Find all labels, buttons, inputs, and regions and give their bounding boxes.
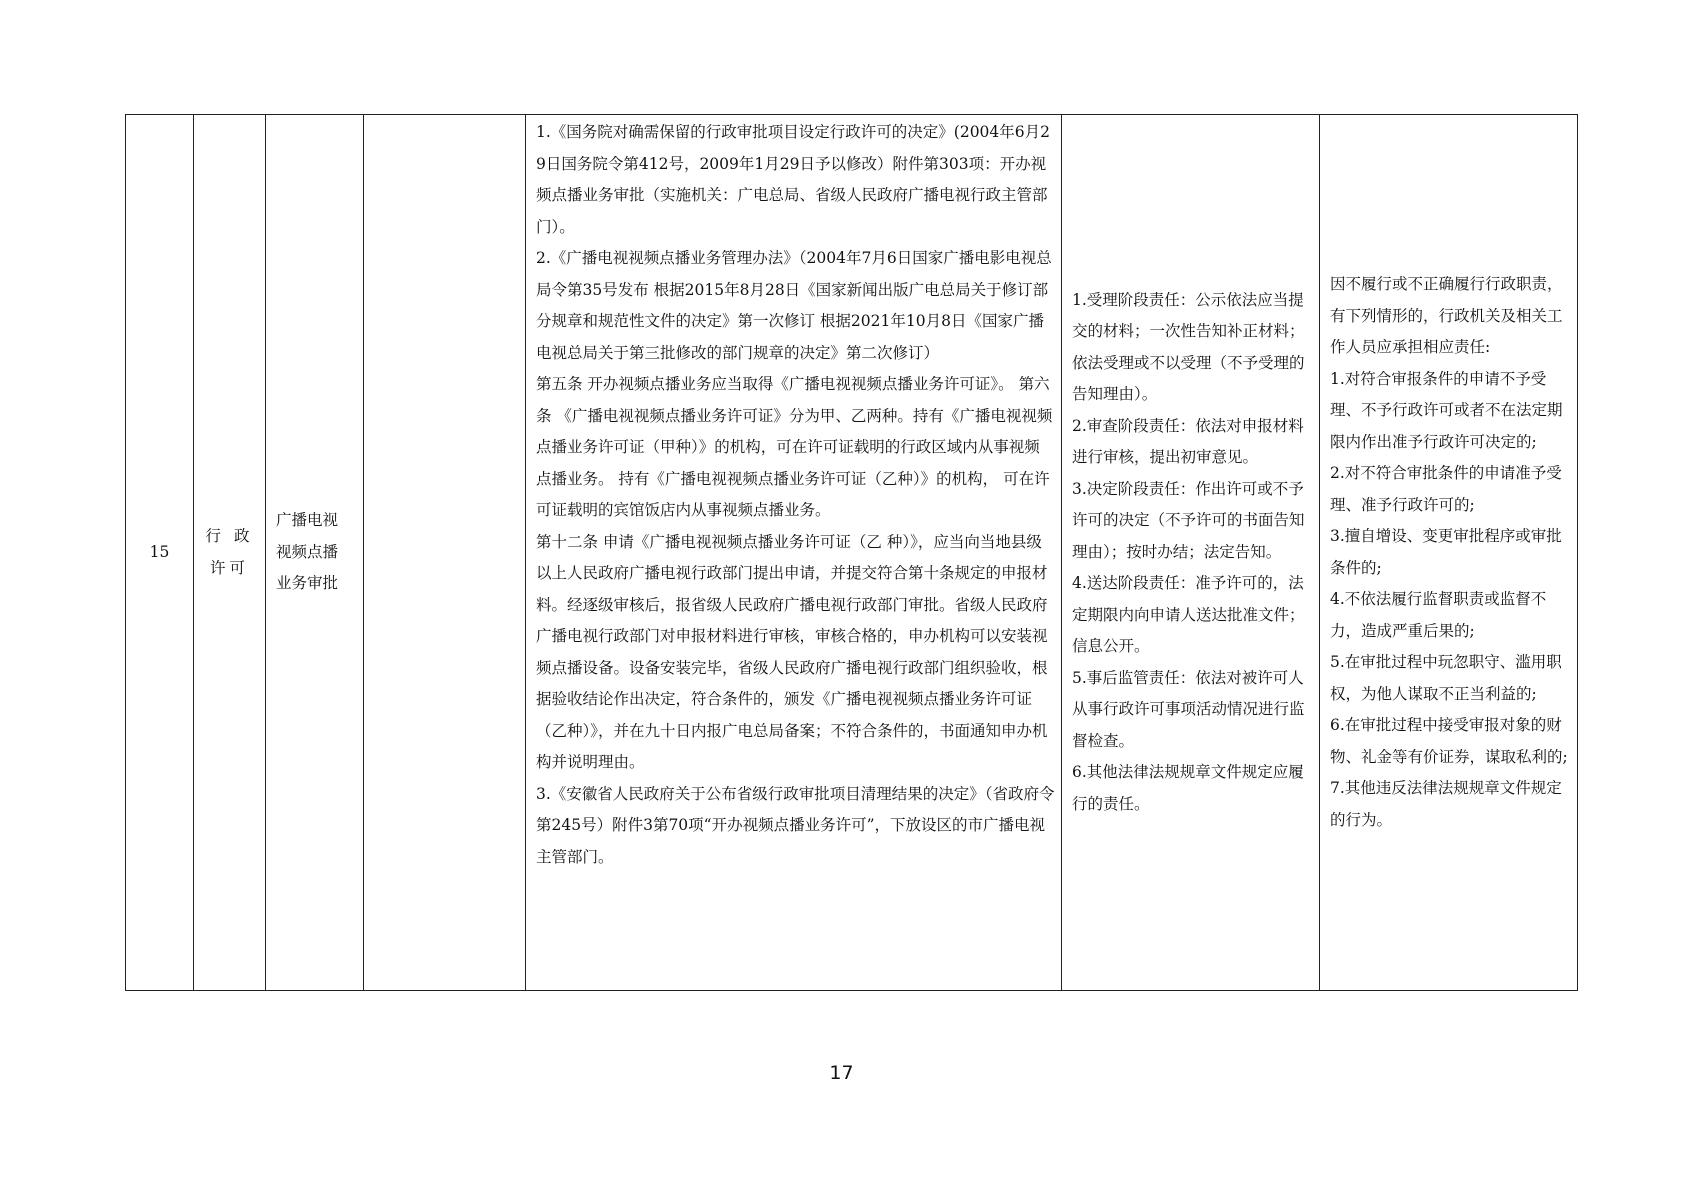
legal-basis-paragraph: 第五条 开办视频点播业务应当取得《广播电视视频点播业务许可证》。 第六条 《广播电视视频点播业务许可证》分为甲、乙两种。持有《广播电视视频点播业务许可证（甲种）》的机构，可在许可证载明的行政区域内从事视频点播业务。 持有《广播电视视频点播业务许可证（乙种）》的机构， 可在许可证载明的宾馆饭店内从事视频点播业务。: [536, 375, 1053, 519]
accountability-item: 因不履行或不正确履行行政职责，有下列情形的，行政机关及相关工作人员应承担相应责任:: [1330, 275, 1563, 356]
legal-basis-paragraph: 1.《国务院对确需保留的行政审批项目设定行政许可的决定》(2004年6月29日国务院令第412号，2009年1月29日予以修改）附件第303项：开办视频点播业务审批（实施机关：广电总局、省级人民政府广播电视行政主管部门）。: [536, 123, 1051, 236]
responsibility-item: 3.决定阶段责任：作出许可或不予许可的决定（不予许可的书面告知理由）；按时办结；法定告知。: [1072, 479, 1305, 561]
item-name-cell: [266, 115, 364, 991]
sub-item-cell: [364, 115, 526, 991]
responsibility-item: 4.送达阶段责任：准予许可的，法定期限内向申请人送达批准文件；信息公开。: [1072, 574, 1305, 656]
item-name-line-2: 视频点播: [276, 542, 339, 561]
responsibility-item: 6.其他法律法规规章文件规定应履行的责任。: [1072, 763, 1304, 813]
accountability-item: 1.对符合审报条件的申请不予受理、不予行政许可或者不在法定期限内作出准予行政许可决定的;: [1330, 369, 1563, 451]
power-list-table: [125, 114, 1578, 991]
accountability-item: 6.在审批过程中接受审报对象的财物、礼金等有价证券，谋取私利的;: [1330, 716, 1568, 766]
accountability-item: 3.擅自增设、变更审批程序或审批条件的;: [1330, 527, 1562, 577]
item-number: 15: [149, 542, 170, 561]
legal-basis-cell: [526, 115, 1062, 991]
accountability-item: 7.其他违反法律法规规章文件规定的行为。: [1330, 779, 1562, 829]
item-name-line-1: 广播电视: [276, 511, 339, 530]
responsibility-item: 5.事后监管责任：依法对被许可人从事行政许可事项活动情况进行监督检查。: [1072, 668, 1305, 750]
item-name-line-3: 业务审批: [276, 574, 339, 593]
responsibility-item: 1.受理阶段责任：公示依法应当提交的材料；一次性告知补正材料；依法受理或不以受理（不予受理的告知理由）。: [1072, 290, 1305, 404]
responsibility-item: 2.审查阶段责任：依法对申报材料进行审核，提出初审意见。: [1072, 416, 1304, 467]
accountability-cell: [1320, 115, 1578, 991]
item-type-line-1: 行 政: [205, 527, 254, 545]
item-number-cell: [126, 115, 194, 991]
legal-basis-paragraph: 第十二条 申请《广播电视视频点播业务许可证（乙 种）》，应当向当地县级以上人民政府广播电视行政部门提出申请，并提交符合第十条规定的申报材料。经逐级审核后，报省级人民政府广播电视行政部门审批。省级人民政府广播电视行政部门对申报材料进行审核，审核合格的，申办机构可以安装视频点播设备。设备安装完毕，省级人民政府广播电视行政部门组织验收，根据验收结论作出决定，符合条件的，颁发《广播电视视频点播业务许可证（乙种）》，并在九十日内报广电总局备案；不符合条件的，书面通知申办机构并说明理由。: [536, 532, 1048, 771]
item-type-line-2: 许可: [209, 558, 249, 577]
legal-basis-paragraph: 2.《广播电视视频点播业务管理办法》（2004年7月6日国家广播电影电视总局令第35号发布 根据2015年8月28日《国家新闻出版广电总局关于修订部分规章和规范性文件的决定》第一次修订 根据2021年10月8日《国家广播电视总局关于第三批修改的部门规章的决定》第二次修订）: [536, 249, 1052, 362]
legal-basis-paragraph: 3.《安徽省人民政府关于公布省级行政审批项目清理结果的决定》（省政府令第245号）附件3第70项“开办视频点播业务许可”，下放设区的市广播电视主管部门。: [536, 784, 1055, 866]
accountability-item: 4.不依法履行监督职责或监督不力，造成严重后果的;: [1330, 590, 1547, 640]
table-row: [126, 115, 1578, 991]
item-type-cell: [194, 115, 266, 991]
accountability-item: 5.在审批过程中玩忽职守、滥用职权，为他人谋取不正当利益的;: [1330, 653, 1562, 703]
page-number: 17: [829, 1062, 854, 1084]
accountability-item: 2.对不符合审批条件的申请准予受理、准予行政许可的;: [1330, 464, 1562, 514]
responsibility-cell: [1062, 115, 1320, 991]
